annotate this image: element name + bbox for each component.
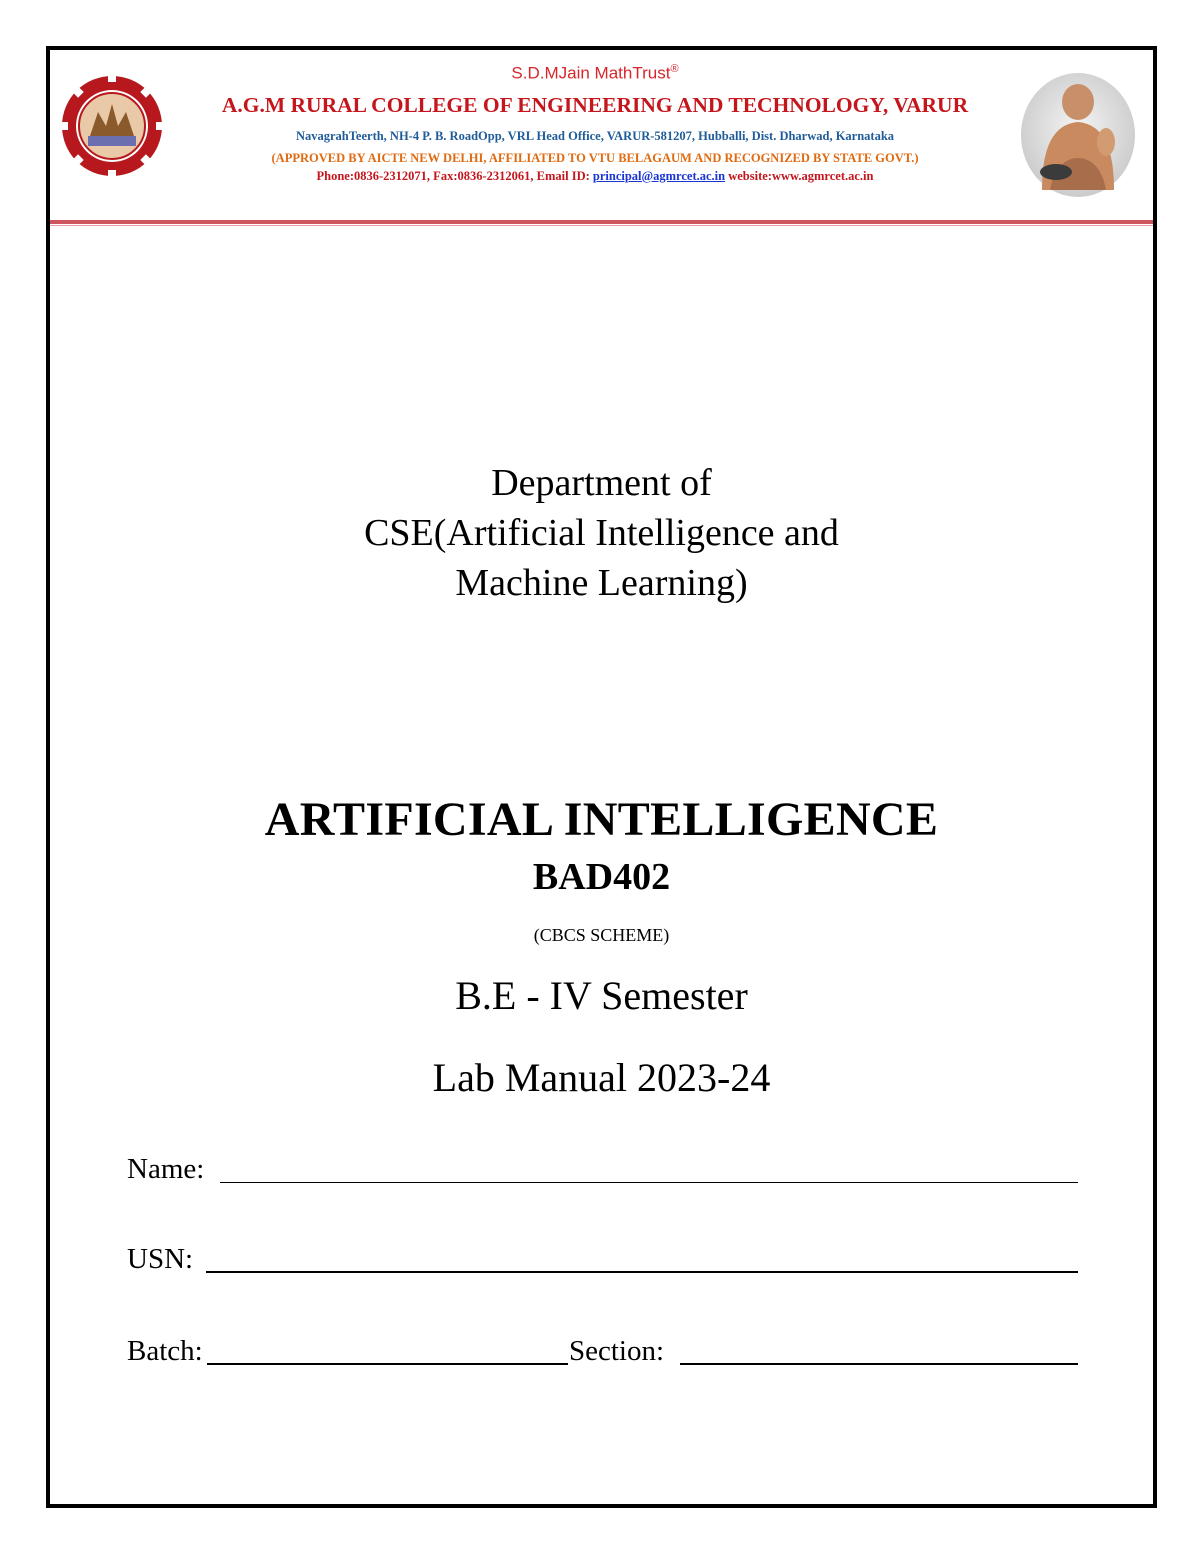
usn-field[interactable]: [206, 1271, 1078, 1273]
department-title: Department of CSE(Artificial Intelligence and Machine Learning): [364, 462, 839, 604]
section-label: Section:: [569, 1335, 665, 1367]
header-divider-thin: [50, 225, 1153, 226]
contact-info: Phone:0836-2312071, Fax:0836-2312061, Email ID: principal@agmrcet.ac.in website:www.agmrcet.ac.in: [316, 168, 874, 183]
usn-label: USN:: [127, 1243, 194, 1275]
trust-name: S.D.MJain MathTrust®: [511, 63, 679, 83]
batch-field[interactable]: [207, 1363, 568, 1365]
course-title: ARTIFICIAL INTELLIGENCE: [264, 793, 939, 846]
batch-label: Batch:: [127, 1335, 203, 1367]
course-code: BAD402: [532, 856, 671, 898]
approval-statement: (APPROVED BY AICTE NEW DELHI, AFFILIATED TO VTU BELAGAUM AND RECOGNIZED BY STATE GOVT.): [271, 150, 919, 165]
section-field[interactable]: [680, 1363, 1078, 1365]
scheme-label: (CBCS SCHEME): [533, 925, 670, 945]
guru-portrait-icon: [1020, 72, 1136, 198]
letterhead: [50, 50, 1153, 226]
header-divider: [50, 220, 1153, 224]
college-name: A.G.M RURAL COLLEGE OF ENGINEERING AND TECHNOLOGY, VARUR: [221, 92, 969, 117]
semester-label: B.E - IV Semester: [455, 973, 748, 1018]
page-border: [46, 46, 1157, 1508]
college-address: NavagrahTeerth, NH-4 P. B. RoadOpp, VRL Head Office, VARUR-581207, Hubballi, Dist. Dharwad, Karnataka: [295, 128, 895, 143]
email-link[interactable]: principal@agmrcet.ac.in: [592, 168, 726, 183]
college-emblem-icon: [60, 74, 164, 178]
letterhead-text: [170, 58, 1020, 185]
name-field[interactable]: [220, 1182, 1078, 1183]
name-label: Name:: [127, 1153, 205, 1185]
manual-label: Lab Manual 2023-24: [432, 1055, 771, 1100]
